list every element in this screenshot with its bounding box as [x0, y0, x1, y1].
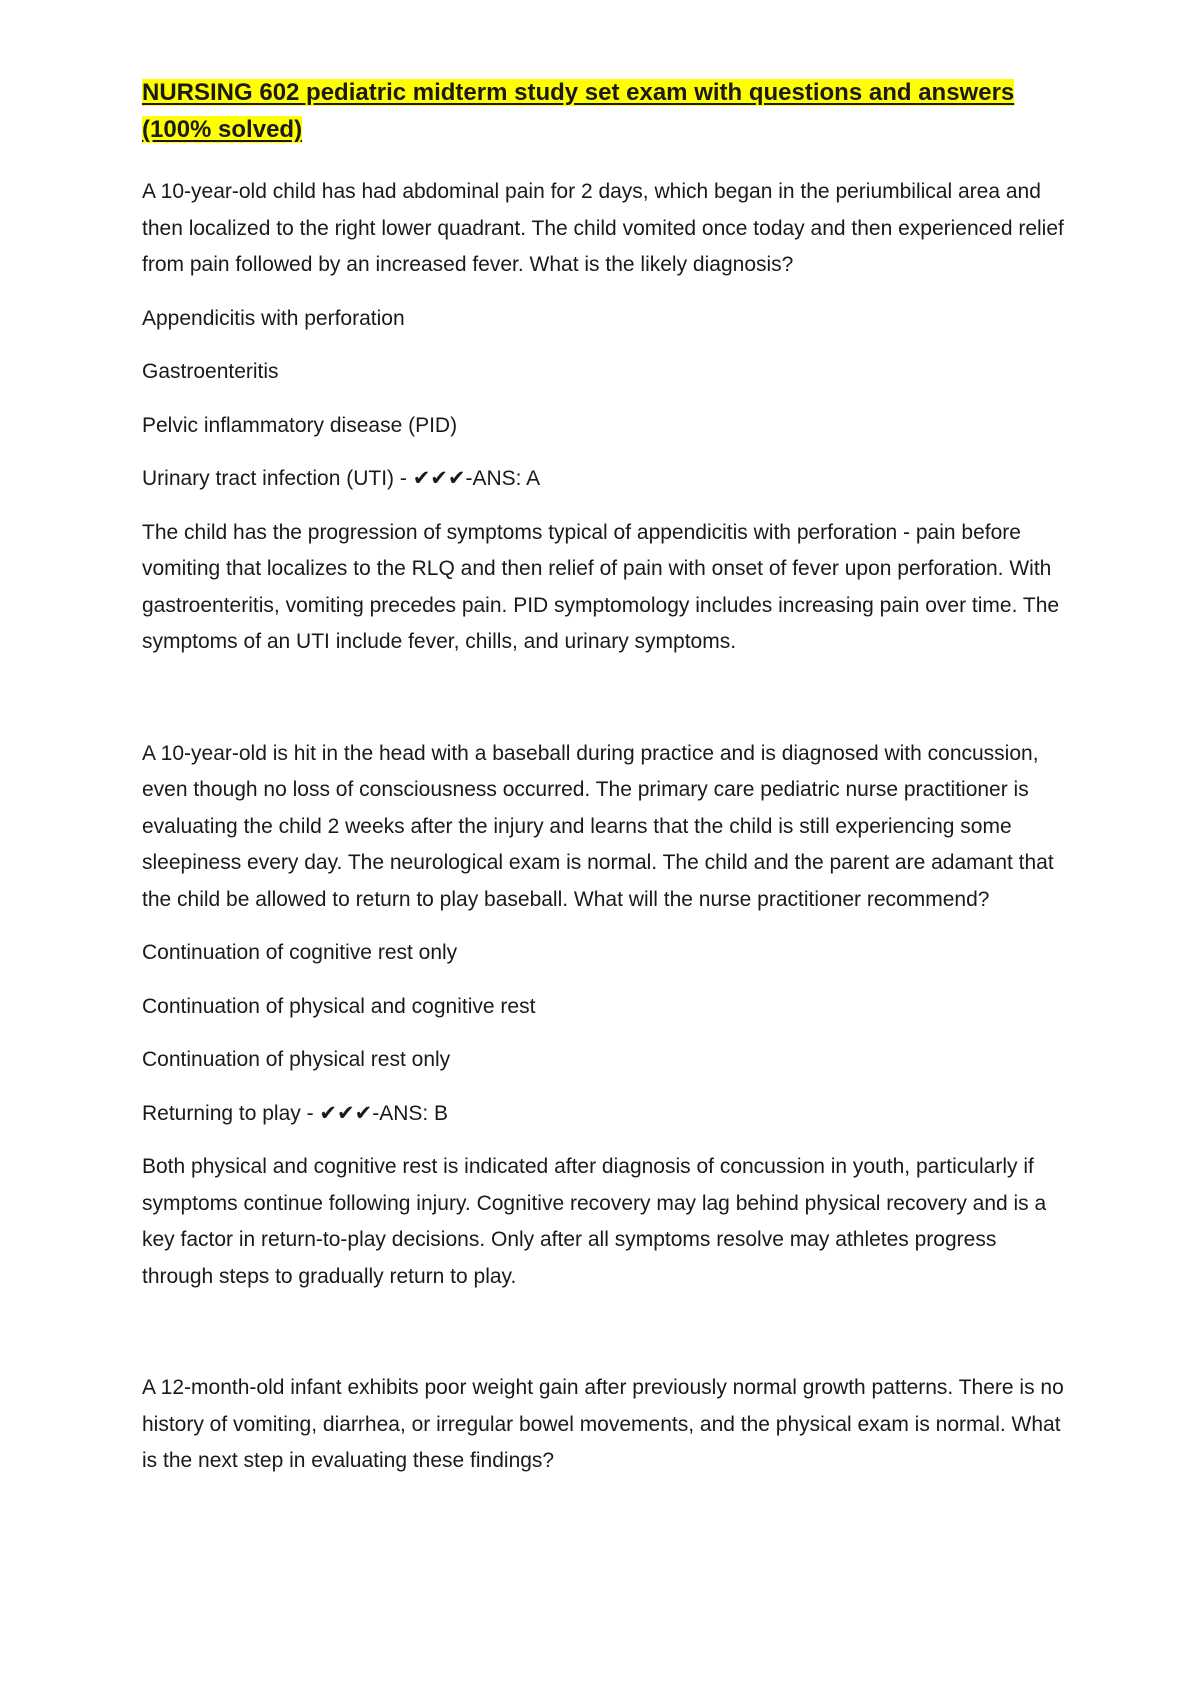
question-block-1 [142, 174, 1072, 661]
question-block-2 [142, 736, 1072, 1296]
answer-option-a: Appendicitis with perforation [142, 306, 405, 330]
question-block-3 [142, 1370, 1072, 1480]
question-text: A 10-year-old child has had abdominal pain for 2 days, which began in the periumbilical area and then localized to the right lower quadrant. The child vomited once today and then experienced relief from pain followed by an increased fever. What is the likely diagnosis? [142, 180, 1064, 276]
question-text: A 10-year-old is hit in the head with a baseball during practice and is diagnosed with concussion, even though no loss of consciousness occurred. The primary care pediatric nurse practitioner is evaluating the child 2 weeks after the injury and learns that the child is still experiencing some sleepiness every day. The neurological exam is normal. The child and the parent are adamant that the child be allowed to return to play baseball. What will the nurse practitioner recommend? [142, 741, 1054, 911]
answer-option-b: Continuation of physical and cognitive rest [142, 994, 536, 1018]
answer-explanation: Both physical and cognitive rest is indicated after diagnosis of concussion in youth, particularly if symptoms continue following injury. Cognitive recovery may lag behind physical recovery and is a key factor in return-to-play decisions. Only after all symptoms resolve may athletes progress through steps to gradually return to play. [142, 1155, 1047, 1288]
question-text: A 12-month-old infant exhibits poor weight gain after previously normal growth patterns. There is no history of vomiting, diarrhea, or irregular bowel movements, and the physical exam is normal. What is the next step in evaluating these findings? [142, 1376, 1064, 1472]
answer-option-c: Pelvic inflammatory disease (PID) [142, 413, 458, 437]
document-title-line-2: (100% solved) [142, 116, 303, 143]
answer-explanation: The child has the progression of symptoms typical of appendicitis with perforation - pain before vomiting that localizes to the RLQ and then relief of pain with onset of fever upon perforation. With gastroenteritis, vomiting precedes pain. PID symptomology includes increasing pain over time. The symptoms of an UTI include fever, chills, and urinary symptoms. [142, 520, 1060, 653]
document-page [142, 74, 1072, 1497]
answer-option-b: Gastroenteritis [142, 360, 279, 383]
document-title [142, 74, 1072, 148]
answer-option-d: Returning to play - ✔✔✔-ANS: B [142, 1101, 449, 1125]
document-title-line-1: NURSING 602 pediatric midterm study set exam with questions and answers [142, 79, 1015, 106]
answer-option-c: Continuation of physical rest only [142, 1048, 451, 1071]
answer-option-a: Continuation of cognitive rest only [142, 941, 458, 964]
answer-option-d: Urinary tract infection (UTI) - ✔✔✔-ANS: A [142, 467, 541, 490]
